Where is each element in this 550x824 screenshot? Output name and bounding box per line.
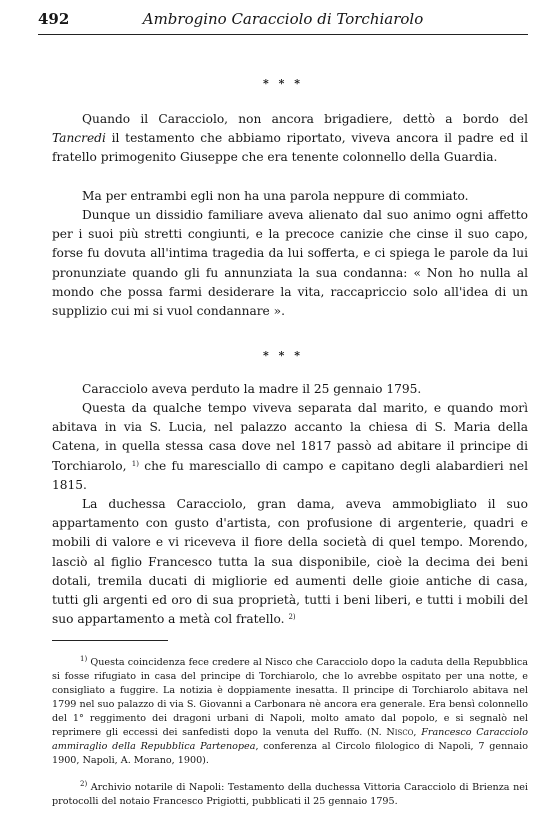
footnote-mark: 1) [80, 655, 88, 663]
footnote-1 [52, 656, 528, 768]
section-separator: * * * [263, 77, 303, 90]
paragraph-text: il testamento che abbiamo riportato, viveva ancora il padre ed il fratello primogenito Giuseppe che era tenente colonnello della Guardia. [52, 131, 528, 165]
footnote-ref: 1) [131, 459, 139, 468]
paragraph-testament [52, 110, 528, 168]
footnote-2 [52, 781, 528, 809]
footnote-text: Questa coincidenza fece credere al Nisco che Caracciolo dopo la caduta della Repubblica si fosse rifugiato in casa del principe di Torchiarolo, che lo avrebbe ospitato per una notte, e consigliato a fuggire. La notizia è doppiamente inesatta. Il principe di Torchiarolo abitava nel 1799 nel suo palazzo di via S. Giovanni a Carbonara nè ancora era generale. Era bensì colonnello del 1° reggimento dei dragoni urbani di Napoli, molto amato dal popolo, e si segnalò nel reprimere gli eccessi dei sanfedisti dopo la venuta del Ruffo. (N. [52, 657, 528, 738]
paragraph-residence [52, 399, 528, 495]
footnote-text: Archivio notarile di Napoli: Testamento della duchessa Vittoria Caracciolo di Brienza nei protocolli del notaio Francesco Prigiotti, pubblicati il 25 gennaio 1795. [52, 782, 528, 807]
footnote-rule [52, 640, 168, 641]
section-separator: * * * [263, 349, 303, 362]
footnote-text: , conferenza al Circolo filologico di Napoli, 7 gennaio 1900, Napoli, A. Morano, 1900). [52, 741, 528, 766]
paragraph-text: Questa da qualche tempo viveva separata dal marito, e quando morì abitava in via S. Lucia, nel palazzo accanto la chiesa di S. Maria della Catena, in quella stessa casa dove nel 1817 passò ad abitare il principe di Torchiarolo, [52, 401, 528, 473]
header-rule [38, 34, 528, 35]
footnote-author: Nisco [386, 727, 414, 738]
paragraph-mother-death: Caracciolo aveva perduto la madre il 25 gennaio 1795. [82, 382, 422, 396]
paragraph-no-farewell: Ma per entrambi egli non ha una parola neppure di commiato. [82, 189, 469, 203]
footnote-text: , [413, 727, 422, 738]
page-number: 492 [38, 10, 70, 28]
footnote-ref: 2) [288, 613, 296, 622]
paragraph-family-rift: Dunque un dissidio familiare aveva alienato dal suo animo ogni affetto per i suoi più stretti congiunti, e la precoce canizie che cinse il suo capo, forse fu dovuta all'intima tragedia da lui sofferta, e ci spiega le parole da lui pronunziate quando gli fu annunziata la sua condanna: « Non ho nulla al mondo che possa farmi desiderare la vita, raccapriccio solo all'idea di un supplizio cui mi si vuol condannare ». [52, 208, 528, 319]
paragraph-text: che fu maresciallo di campo e capitano degli alabardieri nel 1815. [52, 458, 528, 492]
footnote-work-title: Francesco Caracciolo ammiraglio della Repubblica Partenopea [52, 727, 528, 752]
paragraph-duchess [52, 495, 528, 629]
page-header [38, 10, 528, 36]
running-head: Ambrogino Caracciolo di Torchiarolo [142, 10, 424, 28]
paragraph-text: La duchessa Caracciolo, gran dama, aveva ammobigliato il suo appartamento con gusto d'artista, con profusione di argenterie, quadri e mobili di valore e vi riceveva il fiore della società di quel tempo. Morendo, lasciò al figlio Francesco tutta la sua disponibile, cioè la decima dei beni dotali, tremila ducati di migliorie ed aumenti delle gioie antiche di casa, tutti gli argenti ed oro di sua proprietà, tutti i beni liberi, e tutti i mobili del suo appartamento a metà col fratello. [52, 497, 528, 627]
paragraph-text: Quando il Caracciolo, non ancora brigadiere, dettò a bordo del [82, 112, 528, 126]
ship-name: Tancredi [52, 131, 106, 146]
footnote-mark: 2) [80, 780, 88, 788]
